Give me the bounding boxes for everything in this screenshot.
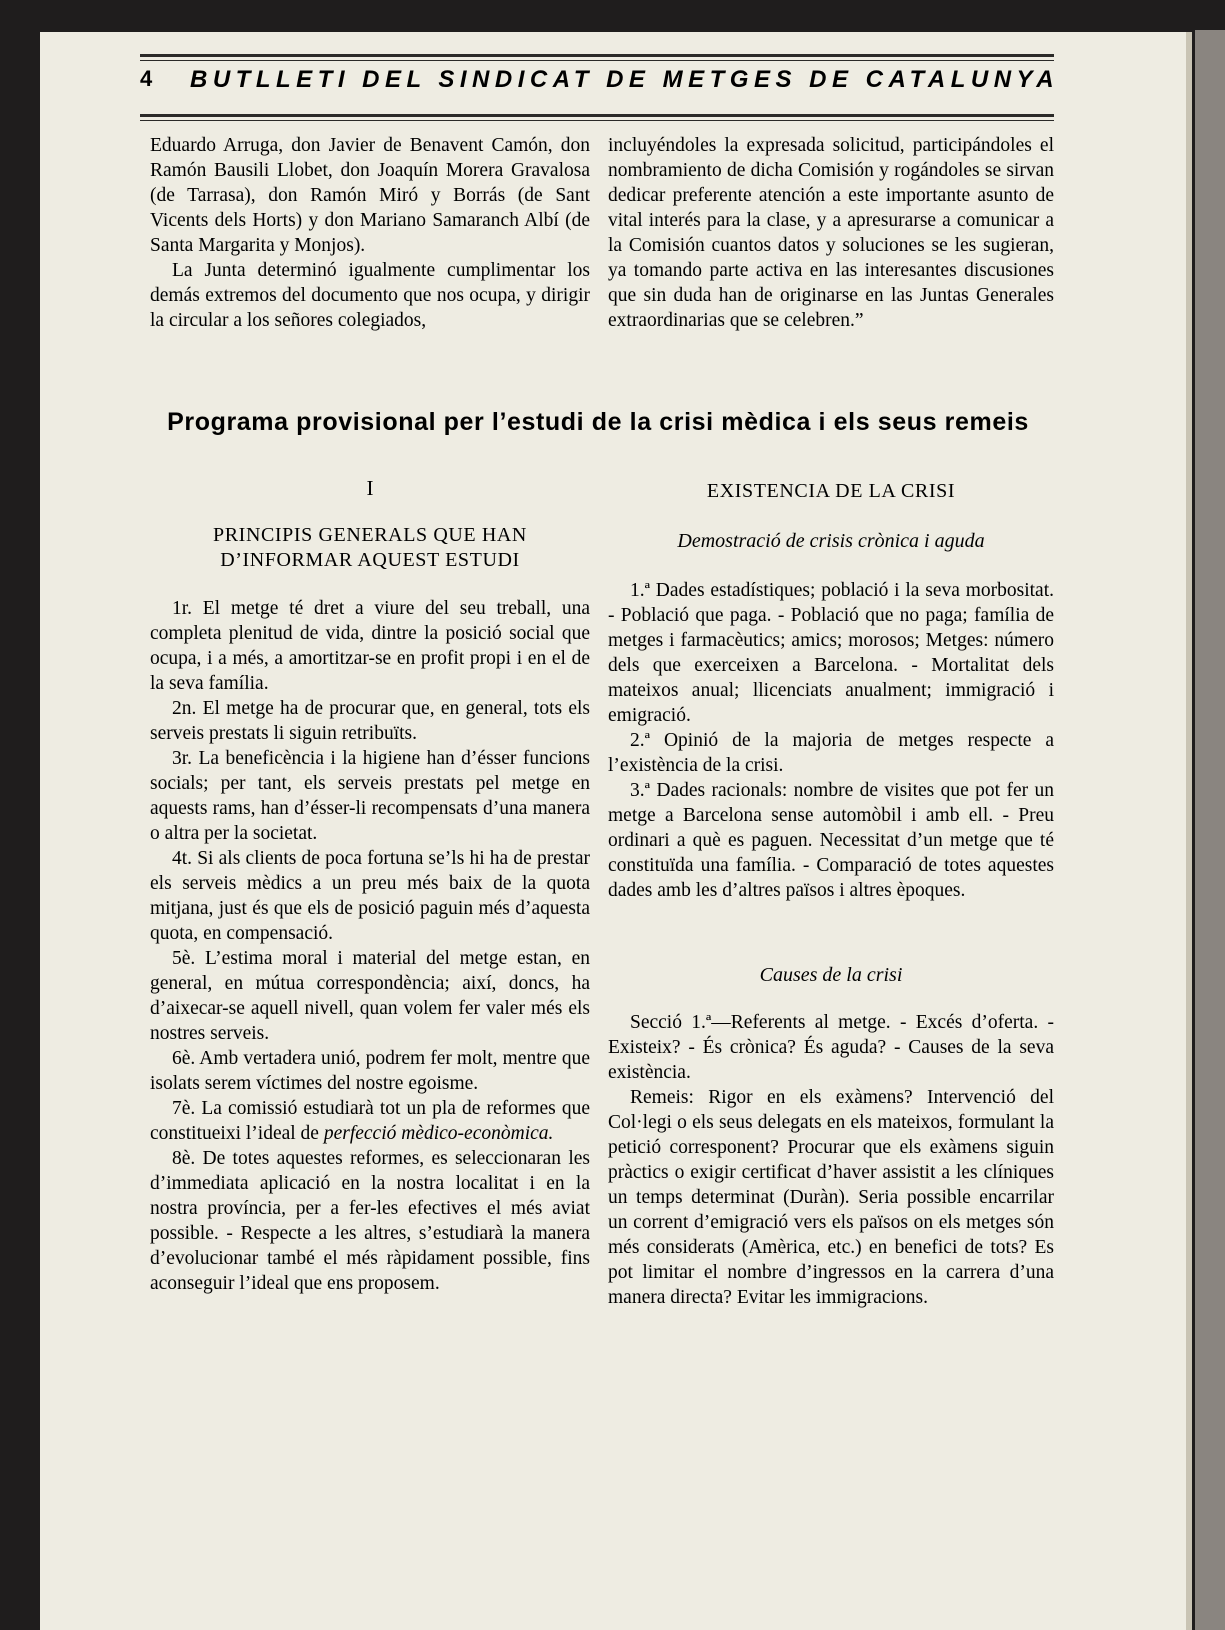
paragraph: 2.ª Opinió de la majoria de metges respecte a l’existència de la crisi.: [608, 730, 1054, 776]
paragraph: [150, 1096, 590, 1146]
header-rule: [140, 60, 1054, 61]
crisis-causes-column: [608, 1010, 1054, 1310]
paragraph-text: 7è. La comissió estudiarà tot un pla de reformes que constitueixi l’ideal de: [150, 1098, 590, 1144]
paragraph: incluyéndoles la expresada solicitud, participándoles el nombramiento de dicha Comisión y rogándoles se sirvan dedicar preferente atención a este importante asunto de vital interés para la clase, y a apresurarse a comunicar a la Comisión cuantos datos y soluciones se les sugieran, ya tomando parte activa en las interesantes discusiones que sin duda han de originarse en las Juntas Generales extraordinarias que se celebren.”: [608, 135, 1054, 331]
top-left-column: [150, 133, 590, 333]
paragraph: 1r. El metge té dret a viure del seu treball, una completa plenitud de vida, dintre la posició social que ocupa, i a més, a amortitzar-se en profit propi i en el de la seva família.: [150, 598, 590, 694]
paragraph: 4t. Si als clients de poca fortuna se’ls hi ha de prestar els serveis mèdics a un preu més baix de la quota mitjana, just és que els de posició paguin més d’aquesta quota, en compensació.: [150, 848, 590, 944]
journal-title: BUTLLETI DEL SINDICAT DE METGES DE CATALUNYA: [190, 66, 1060, 93]
left-heading: PRINCIPIS GENERALS QUE HAN D’INFORMAR AQUEST ESTUDI: [213, 524, 527, 571]
page-header: [140, 54, 1060, 122]
page-number: 4: [140, 66, 153, 91]
italic-term: perfecció mèdico-econòmica.: [323, 1123, 554, 1144]
paragraph: La Junta determinó igualmente cumplimentar los demás extremos del documento que nos ocupa, y dirigir la circular a los señores colegiados,: [150, 260, 590, 331]
paragraph: 3.ª Dades racionals: nombre de visites que pot fer un metge a Barcelona sense automòbil i amb ell. - Preu ordinari a què es paguen. Necessitat d’un metge que té constituïda una família. - Comparació de totes aquestes dades amb les d’altres països i altres èpoques.: [608, 780, 1054, 901]
header-rule: [140, 54, 1054, 57]
crisis-evidence-column: [608, 578, 1054, 903]
section-title: Programa provisional per l’estudi de la crisi mèdica i els seus remeis: [167, 408, 1029, 436]
paragraph: Secció 1.ª—Referents al metge. - Excés d’oferta. - Existeix? - És crònica? És aguda? - Causes de la seva existència.: [608, 1012, 1054, 1083]
right-heading: EXISTENCIA DE LA CRISI: [706, 480, 956, 502]
principles-column: [150, 596, 590, 1296]
subheading: Demostració de crisis crònica i aguda: [677, 530, 985, 552]
header-rule: [140, 114, 1054, 117]
paragraph: 6è. Amb vertadera unió, podrem fer molt, mentre que isolats serem víctimes del nostre egoisme.: [150, 1048, 590, 1094]
paragraph: Remeis: Rigor en els exàmens? Intervenció del Col·legi o els seus delegats en els mateixos, formulant la petició corresponent? Procurar que els exàmens siguin pràctics o exigir certificat d’haver assistit a les clíniques un temps determinat (Duràn). Seria possible encarrilar un corrent d’emigració vers els països on els metges són més considerats (Amèrica, etc.) en benefici de tots? Es pot limitar el nombre d’ingressos en la carrera d’una manera directa? Evitar les immigracions.: [608, 1087, 1054, 1308]
top-right-column: [608, 133, 1054, 333]
paragraph: 8è. De totes aquestes reformes, es seleccionaran les d’immediata aplicació en la nostra localitat i en la nostra província, per a fer-les efectives el més aviat possible. - Respecte a les altres, s’estudiarà la manera d’evolucionar també el més ràpidament possible, fins aconseguir l’ideal que ens proposem.: [150, 1148, 590, 1294]
roman-numeral: I: [366, 476, 374, 500]
subheading: Causes de la crisi: [759, 964, 903, 986]
header-rule: [140, 120, 1054, 121]
scan-background-strip: [1195, 30, 1225, 1630]
paragraph: 3r. La beneficència i la higiene han d’ésser funcions socials; per tant, els serveis prestats pel metge en aquests rams, han d’ésser-li recompensats d’una manera o altra per la societat.: [150, 748, 590, 844]
paragraph: Eduardo Arruga, don Javier de Benavent Camón, don Ramón Bausili Llobet, don Joaquín Morera Gravalosa (de Tarrasa), don Ramón Miró y Borrás (de Sant Vicents dels Horts) y don Mariano Samaranch Albí (de Santa Margarita y Monjos).: [150, 135, 590, 256]
paragraph: 5è. L’estima moral i material del metge estan, en general, en mútua correspondència; així, doncs, ha d’aixecar-se aquell nivell, quan volem fer valer més els nostres serveis.: [150, 948, 590, 1044]
paragraph: 1.ª Dades estadístiques; població i la seva morbositat. - Població que paga. - Població que no paga; família de metges i farmacèutics; amics; morosos; Metges: número dels que exerceixen a Barcelona. - Mortalitat dels mateixos anual; llicenciats anualment; immigració i emigració.: [608, 580, 1054, 726]
paragraph: 2n. El metge ha de procurar que, en general, tots els serveis prestats li siguin retribuïts.: [150, 698, 590, 744]
